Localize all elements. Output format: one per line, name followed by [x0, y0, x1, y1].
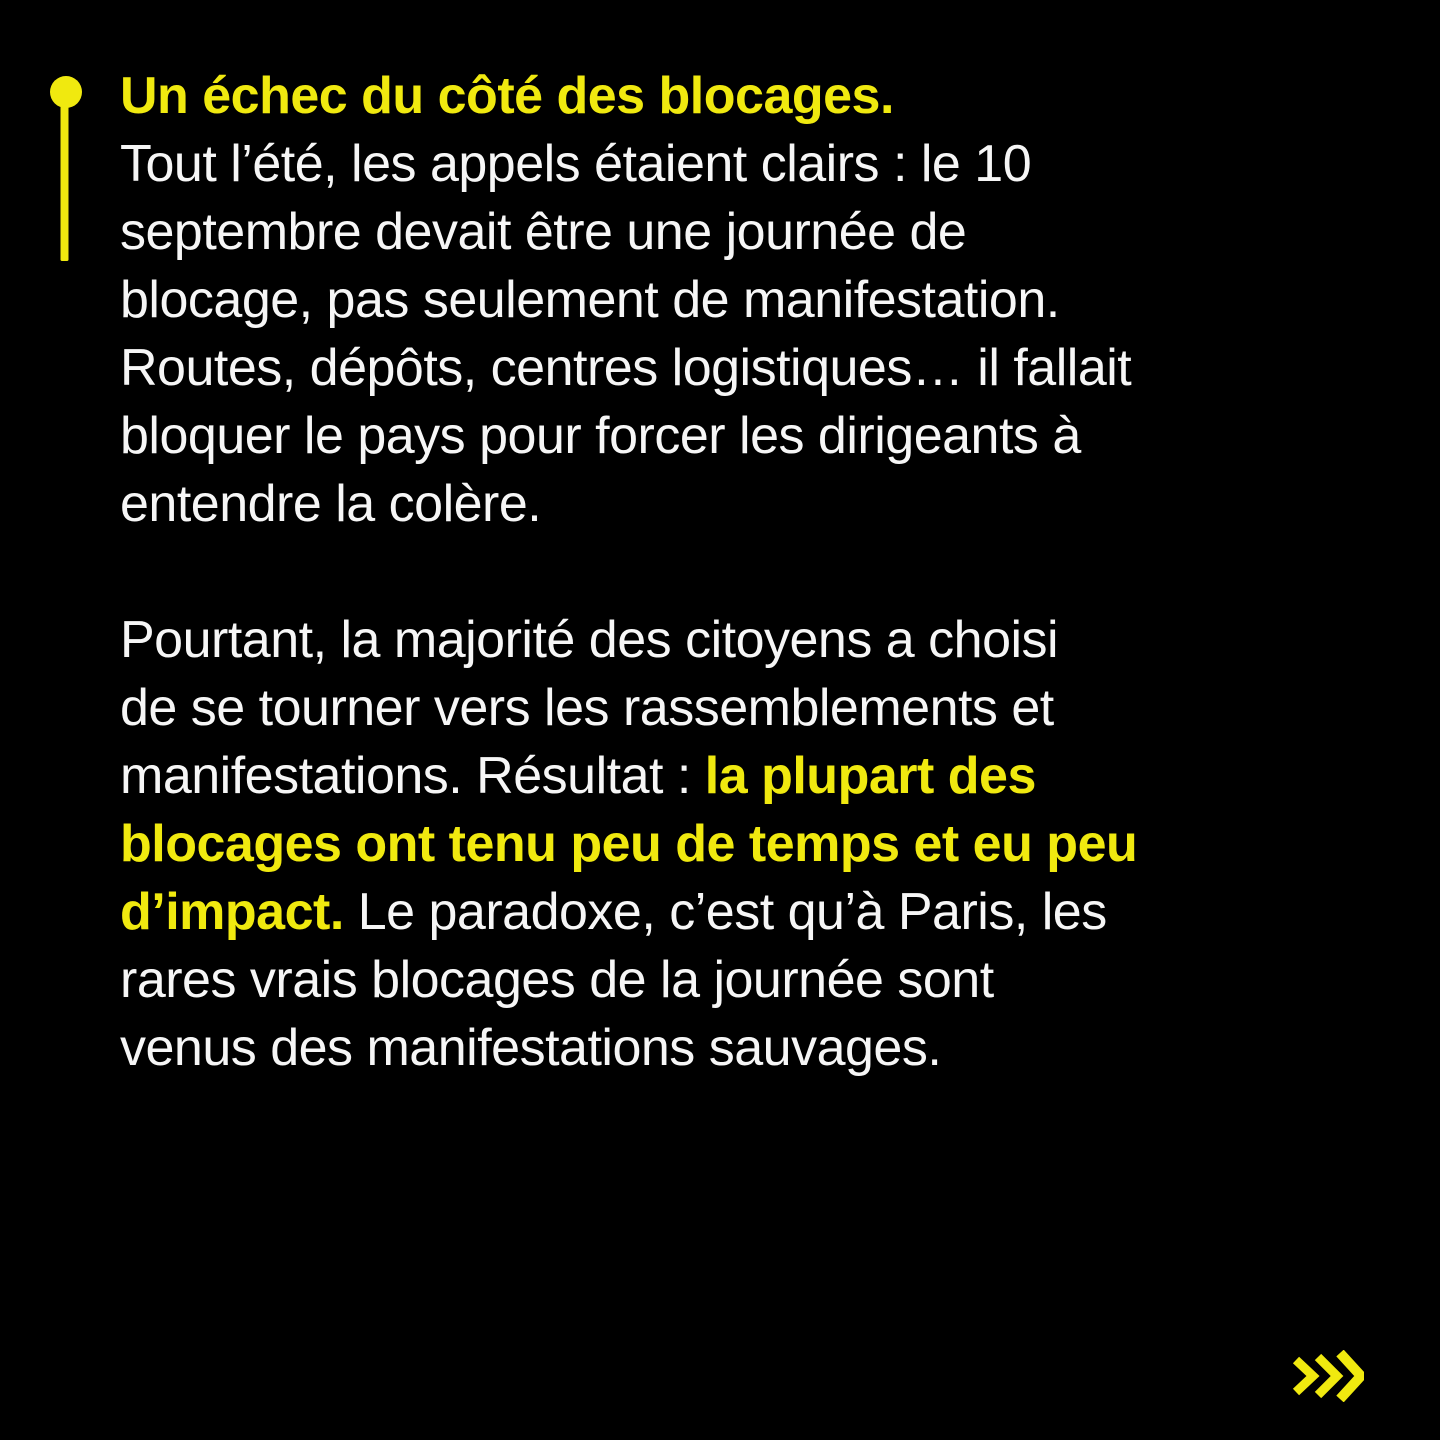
text-segment: manifestations. Résultat :: [120, 747, 705, 805]
text-segment: Pourtant, la majorité des citoyens a choisi: [120, 611, 1059, 669]
text-line: [120, 878, 1385, 946]
text-segment: venus des manifestations sauvages.: [120, 1019, 942, 1077]
text-line: [120, 470, 1385, 538]
text-segment: de se tourner vers les rassemblements et: [120, 679, 1054, 737]
text-line: [120, 334, 1385, 402]
text-line: [120, 810, 1385, 878]
pin-marker-icon: [49, 76, 83, 266]
text-line: [120, 674, 1385, 742]
text-segment: blocage, pas seulement de manifestation.: [120, 271, 1060, 329]
highlighted-segment: la plupart des: [704, 747, 1036, 805]
text-segment: Tout l’été, les appels étaient clairs : le 10: [120, 135, 1032, 193]
text-segment: rares vrais blocages de la journée sont: [120, 951, 994, 1009]
text-line: [120, 402, 1385, 470]
highlighted-segment: blocages ont tenu peu de temps et eu peu: [120, 815, 1138, 873]
highlighted-segment: d’impact.: [120, 883, 344, 941]
text-segment: entendre la colère.: [120, 475, 542, 533]
text-line: [120, 946, 1385, 1014]
text-line: [120, 606, 1385, 674]
text-block: [120, 62, 1385, 1082]
text-line: [120, 198, 1385, 266]
highlighted-segment: Un échec du côté des blocages.: [120, 67, 894, 125]
text-segment: Le paradoxe, c’est qu’à Paris, les: [343, 883, 1107, 941]
text-line: [120, 1014, 1385, 1082]
paragraph: [120, 606, 1385, 1082]
text-segment: Routes, dépôts, centres logistiques… il fallait: [120, 339, 1132, 397]
text-segment: septembre devait être une journée de: [120, 203, 967, 261]
text-line: [120, 62, 1385, 130]
next-arrows-icon[interactable]: [1292, 1350, 1364, 1402]
text-line: [120, 266, 1385, 334]
paragraph: [120, 62, 1385, 538]
text-segment: bloquer le pays pour forcer les dirigeants à: [120, 407, 1081, 465]
text-line: [120, 130, 1385, 198]
text-line: [120, 742, 1385, 810]
